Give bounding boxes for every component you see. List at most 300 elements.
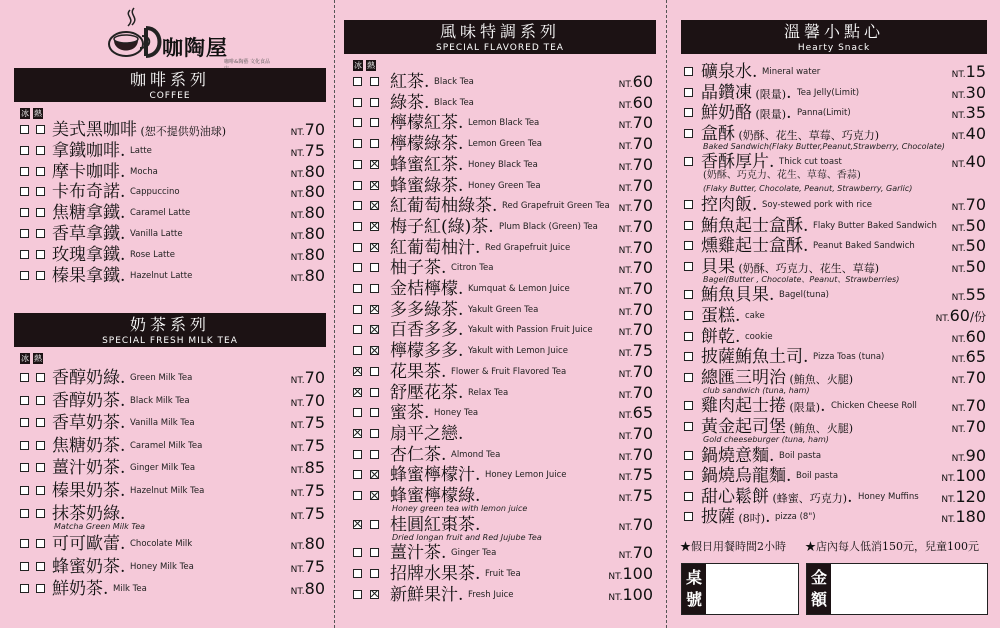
price-value: 60: [632, 72, 653, 91]
menu-item: [344, 238, 656, 258]
ice-checkbox[interactable]: [684, 129, 693, 138]
hot-checkbox[interactable]: [370, 305, 379, 314]
hot-checkbox[interactable]: [370, 470, 379, 479]
ice-checkbox[interactable]: [353, 181, 362, 190]
hot-checkbox[interactable]: [370, 450, 379, 459]
hot-checkbox[interactable]: [36, 229, 45, 238]
menu-item: [344, 362, 656, 382]
ice-checkbox[interactable]: [20, 486, 29, 495]
price-value: 70: [632, 382, 653, 402]
ice-checkbox[interactable]: [684, 373, 693, 382]
currency-label: NT.: [618, 80, 633, 90]
price-value: 50: [965, 236, 986, 256]
ice-checkbox[interactable]: [684, 200, 693, 209]
item-price: [291, 391, 325, 410]
menu-item: [14, 503, 326, 531]
table-number-box[interactable]: [681, 563, 799, 615]
item-name: 鮪魚起士盒酥.: [701, 215, 809, 236]
hot-checkbox[interactable]: [36, 418, 45, 427]
item-price: [291, 162, 325, 181]
hot-checkbox[interactable]: [370, 590, 379, 599]
hot-checkbox[interactable]: [370, 284, 379, 293]
ice-checkbox[interactable]: [20, 418, 29, 427]
ice-checkbox[interactable]: [684, 492, 693, 501]
menu-item: [344, 320, 656, 340]
currency-label: NT.: [951, 90, 966, 101]
item-name: 鍋燒烏龍麵.: [701, 466, 792, 487]
ice-checkbox[interactable]: [20, 509, 29, 518]
item-name-en: Lemon Green Tea: [468, 139, 543, 150]
currency-label: NT.: [951, 355, 966, 366]
item-note: (鮪魚、火腿): [786, 422, 854, 435]
ice-checkbox[interactable]: [684, 422, 693, 431]
item-name-en: club sandwich (tuna, ham): [703, 385, 810, 395]
currency-label: NT.: [618, 390, 633, 401]
currency-label: NT.: [618, 266, 633, 277]
item-name: 香醇奶茶.: [52, 390, 126, 411]
item-name-en: Vanilla Milk Tea: [130, 418, 195, 429]
item-price: [619, 543, 653, 562]
hot-checkbox[interactable]: [36, 509, 45, 518]
hot-checkbox[interactable]: [36, 486, 45, 495]
legend-hot: 熱: [34, 109, 42, 118]
menu-item: [681, 62, 987, 82]
price-value: 75: [632, 486, 653, 505]
price-value: 70: [632, 423, 653, 443]
item-price: [619, 362, 653, 381]
price-value: 35: [965, 103, 986, 123]
item-name-en: Soy-stewed pork with rice: [762, 200, 873, 210]
hot-checkbox[interactable]: [36, 187, 45, 196]
ice-checkbox[interactable]: [684, 241, 693, 250]
section-title: 咖啡系列: [129, 70, 210, 89]
ice-checkbox[interactable]: [353, 98, 362, 107]
ice-checkbox[interactable]: [353, 590, 362, 599]
price-value: 70: [632, 134, 653, 154]
price-value: 65: [965, 347, 986, 367]
item-name: 蜂蜜奶茶.: [52, 556, 126, 577]
currency-label: NT.: [290, 376, 305, 386]
menu-item: [681, 367, 987, 395]
price-value: 100: [622, 564, 653, 584]
section-subtitle: SPECIAL FLAVORED TEA: [436, 43, 564, 53]
item-name: 桂圓紅棗茶.: [390, 514, 481, 535]
menu-item: [14, 368, 326, 388]
item-name: 紅葡萄柚綠茶.: [390, 196, 498, 217]
hot-checkbox[interactable]: [36, 396, 45, 405]
item-name-en: Boil pasta: [779, 450, 822, 461]
currency-label: NT.: [290, 169, 305, 180]
currency-label: NT.: [290, 398, 305, 409]
menu-item: [14, 413, 326, 433]
ice-checkbox[interactable]: [353, 201, 362, 210]
ice-checkbox[interactable]: [353, 160, 362, 169]
currency-label: NT.: [618, 369, 633, 380]
ice-checkbox[interactable]: [684, 311, 693, 320]
ice-checkbox[interactable]: [353, 367, 362, 376]
hot-checkbox[interactable]: [370, 201, 379, 210]
item-name-en: Honey Milk Tea: [130, 561, 194, 572]
item-name: 檸檬紅茶.: [390, 113, 464, 134]
price-value: 70: [632, 299, 653, 319]
item-note: (恕不提供奶油球): [137, 125, 227, 138]
hot-checkbox[interactable]: [370, 388, 379, 397]
price-value: 70: [632, 154, 653, 174]
amount-box[interactable]: [806, 563, 988, 615]
ice-checkbox[interactable]: [20, 463, 29, 472]
item-name-en: Mocha: [130, 166, 158, 177]
hot-checkbox[interactable]: [370, 98, 379, 107]
item-price: [952, 257, 986, 276]
item-price: [952, 103, 986, 122]
menu-item: [681, 256, 987, 284]
currency-label: NT.: [618, 494, 633, 504]
hot-checkbox[interactable]: [370, 77, 379, 86]
price-value: 60: [965, 326, 986, 346]
item-name-en: Matcha Green Milk Tea: [54, 521, 146, 531]
currency-label: NT.: [941, 494, 956, 505]
ice-checkbox[interactable]: [353, 569, 362, 578]
hot-checkbox[interactable]: [36, 441, 45, 450]
item-name: 蜂蜜紅茶.: [390, 154, 464, 175]
item-name: 招牌水果茶.: [390, 564, 481, 585]
item-name-en: (Flaky Butter, Chocolate, Peanut, Strawberry, Garlic): [703, 184, 913, 194]
price-value: 60: [949, 306, 970, 325]
item-name: 舒壓花茶.: [390, 382, 464, 403]
ice-checkbox[interactable]: [20, 396, 29, 405]
item-name: 柚子茶.: [390, 258, 447, 279]
item-price: [291, 182, 325, 201]
section-header: [14, 313, 326, 347]
hot-checkbox[interactable]: [36, 463, 45, 472]
ice-checkbox[interactable]: [353, 429, 362, 438]
menu-item: [681, 195, 987, 215]
ice-checkbox[interactable]: [353, 408, 362, 417]
price-value: 75: [304, 481, 325, 500]
menu-item: [681, 446, 987, 466]
menu-item: [14, 557, 326, 577]
ice-checkbox[interactable]: [353, 118, 362, 127]
price-value: 65: [632, 403, 653, 423]
menu-item: [14, 141, 326, 161]
item-price: [941, 466, 986, 485]
price-value: 70: [304, 390, 325, 410]
price-value: 70: [965, 417, 986, 436]
item-price: [608, 564, 653, 583]
item-name: 焦糖拿鐵.: [52, 203, 126, 224]
ice-checkbox[interactable]: [20, 229, 29, 238]
ice-checkbox[interactable]: [684, 352, 693, 361]
currency-label: NT.: [951, 264, 966, 275]
ice-checkbox[interactable]: [20, 250, 29, 259]
menu-item: [344, 134, 656, 154]
item-name-en: Ginger Milk Tea: [130, 463, 196, 474]
currency-label: NT.: [618, 431, 633, 442]
item-price: [619, 465, 653, 484]
price-value: 70: [632, 543, 653, 563]
currency-label: NT.: [951, 334, 966, 345]
item-name: 紅茶.: [390, 72, 430, 92]
ice-checkbox[interactable]: [353, 243, 362, 252]
ice-checkbox[interactable]: [20, 208, 29, 217]
price-value: 80: [304, 579, 325, 599]
amount-label: 金額: [807, 564, 831, 614]
price-value: 50: [965, 215, 986, 235]
hot-checkbox[interactable]: [36, 250, 45, 259]
item-name: 披薩鮪魚土司.: [701, 347, 809, 368]
ice-checkbox[interactable]: [20, 271, 29, 280]
ice-checkbox[interactable]: [353, 139, 362, 148]
ice-checkbox[interactable]: [684, 290, 693, 299]
item-note: (蜂蜜、巧克力): [769, 491, 848, 505]
ice-checkbox[interactable]: [20, 373, 29, 382]
item-name-en: Red Grapefruit Green Tea: [502, 201, 610, 212]
menu-item: [681, 123, 987, 151]
item-price: [952, 83, 986, 102]
item-price: [952, 368, 986, 387]
price-value: 70: [965, 396, 986, 416]
currency-label: NT.: [290, 443, 305, 454]
hot-checkbox[interactable]: [36, 584, 45, 593]
item-name-en: cake: [745, 311, 765, 321]
hot-checkbox[interactable]: [36, 271, 45, 280]
ice-checkbox[interactable]: [353, 388, 362, 397]
item-name: 燻雞起士盒酥.: [701, 236, 809, 257]
ice-checkbox[interactable]: [20, 539, 29, 548]
currency-label: NT.: [618, 245, 633, 256]
item-price: [952, 62, 986, 81]
item-name: 金桔檸檬.: [390, 279, 464, 299]
item-price: [619, 113, 653, 132]
ice-checkbox[interactable]: [20, 187, 29, 196]
item-name-en: Gold cheeseburger (tuna, ham): [703, 435, 829, 444]
item-price: [619, 300, 653, 319]
ice-checkbox[interactable]: [20, 441, 29, 450]
hot-checkbox[interactable]: [370, 569, 379, 578]
hot-checkbox[interactable]: [370, 243, 379, 252]
item-price: [291, 368, 325, 387]
item-price: [941, 487, 986, 506]
hot-checkbox[interactable]: [36, 146, 45, 155]
hot-checkbox[interactable]: [370, 222, 379, 231]
price-value: 70: [632, 113, 653, 133]
currency-label: NT.: [290, 564, 305, 575]
price-value: 70: [632, 237, 653, 257]
currency-label: NT.: [290, 232, 305, 242]
hot-checkbox[interactable]: [370, 139, 379, 148]
item-price: [952, 285, 986, 304]
menu-column: [681, 0, 987, 628]
ice-checkbox[interactable]: [353, 325, 362, 334]
menu-item: [344, 543, 656, 563]
hot-checkbox[interactable]: [370, 118, 379, 127]
currency-label: NT.: [951, 223, 966, 234]
ice-checkbox[interactable]: [684, 88, 693, 97]
item-price: [291, 458, 325, 477]
ice-hot-legend: [20, 353, 43, 364]
currency-label: NT.: [951, 453, 966, 464]
ice-hot-legend: [353, 60, 376, 71]
section-subtitle: SPECIAL FRESH MILK TEA: [102, 336, 238, 346]
ice-checkbox[interactable]: [684, 401, 693, 410]
item-price: [619, 445, 653, 464]
item-name: 蜂蜜檸檬汁.: [390, 465, 481, 486]
hot-checkbox[interactable]: [370, 160, 379, 169]
item-name: 榛果拿鐵.: [52, 265, 126, 286]
item-name-en: Fruit Tea: [485, 569, 521, 580]
item-name-en: pizza (8"): [775, 512, 816, 523]
ice-checkbox[interactable]: [20, 167, 29, 176]
item-name: 礦泉水.: [701, 62, 758, 82]
ice-checkbox[interactable]: [353, 548, 362, 557]
legend-ice: 冰: [21, 354, 29, 363]
menu-item: [344, 300, 656, 320]
hot-checkbox[interactable]: [370, 367, 379, 376]
item-name-en: Cappuccino: [130, 187, 180, 198]
currency-label: NT.: [290, 190, 305, 201]
ice-checkbox[interactable]: [353, 284, 362, 293]
hot-checkbox[interactable]: [36, 539, 45, 548]
item-name: 香草奶茶.: [52, 413, 126, 434]
menu-item: [344, 486, 656, 513]
price-value: 80: [304, 203, 325, 223]
currency-label: NT.: [618, 121, 633, 132]
item-name-en: Plum Black (Green) Tea: [499, 221, 598, 232]
hot-checkbox[interactable]: [36, 373, 45, 382]
ice-checkbox[interactable]: [684, 512, 693, 521]
hot-checkbox[interactable]: [370, 181, 379, 190]
menu-item: [344, 72, 656, 92]
legend-ice: 冰: [354, 61, 362, 70]
ice-checkbox[interactable]: [353, 346, 362, 355]
item-price: [291, 224, 325, 243]
ice-checkbox[interactable]: [20, 584, 29, 593]
menu-item: [681, 216, 987, 236]
price-value: 80: [304, 182, 325, 202]
hot-checkbox[interactable]: [370, 346, 379, 355]
ice-checkbox[interactable]: [353, 470, 362, 479]
ice-checkbox[interactable]: [684, 332, 693, 341]
currency-label: NT.: [290, 542, 305, 553]
item-price: [291, 203, 325, 222]
hot-checkbox[interactable]: [36, 208, 45, 217]
item-name: 玫瑰拿鐵.: [52, 244, 126, 265]
hot-checkbox[interactable]: [370, 408, 379, 417]
item-price: [619, 238, 653, 257]
item-name: 可可歐蕾.: [52, 534, 126, 555]
footnote-minimum-charge: ★店內每人低消150元，兒童100元: [805, 540, 979, 553]
currency-label: NT.: [290, 273, 305, 284]
currency-label: NT.: [935, 314, 950, 324]
ice-checkbox[interactable]: [684, 221, 693, 230]
hot-checkbox[interactable]: [36, 562, 45, 571]
item-name-en: Dried longan fruit and Red Jujube Tea: [392, 532, 542, 542]
item-name-en: Rose Latte: [130, 249, 175, 260]
item-name-en: Peanut Baked Sandwich: [813, 241, 915, 252]
hot-checkbox[interactable]: [36, 125, 45, 134]
menu-item: [14, 224, 326, 244]
menu-item: [344, 113, 656, 133]
currency-label: NT.: [290, 511, 305, 522]
item-name: 蜜茶.: [390, 403, 430, 424]
price-value: 80: [304, 161, 325, 181]
price-value: 75: [632, 341, 653, 361]
ice-checkbox[interactable]: [353, 222, 362, 231]
item-price: [619, 217, 653, 236]
price-value: 80: [304, 244, 325, 264]
item-price: [952, 327, 986, 346]
menu-item: [681, 507, 987, 527]
hot-checkbox[interactable]: [370, 520, 379, 529]
item-name: 盒酥 (奶酥、花生、草莓、巧克力): [701, 123, 880, 144]
item-name-en: Almond Tea: [451, 449, 501, 460]
ice-checkbox[interactable]: [353, 450, 362, 459]
legend-hot: 熱: [34, 354, 42, 363]
price-value: 75: [304, 140, 325, 160]
menu-item: [14, 481, 326, 501]
menu-column: [344, 0, 656, 628]
ice-checkbox[interactable]: [353, 491, 362, 500]
hot-checkbox[interactable]: [370, 263, 379, 272]
item-price: [291, 557, 325, 576]
item-name: 百香多多.: [390, 320, 464, 341]
hot-checkbox[interactable]: [370, 325, 379, 334]
ice-checkbox[interactable]: [684, 108, 693, 117]
item-price: [952, 236, 986, 255]
ice-checkbox[interactable]: [684, 451, 693, 460]
item-name-en: Yakult Green Tea: [468, 304, 539, 315]
item-name-en: Green Milk Tea: [130, 373, 193, 383]
ice-checkbox[interactable]: [684, 471, 693, 480]
item-price: [619, 383, 653, 402]
menu-item: [14, 266, 326, 286]
item-name-en: Relax Tea: [468, 387, 509, 398]
ice-checkbox[interactable]: [353, 305, 362, 314]
ice-checkbox[interactable]: [20, 125, 29, 134]
price-value: 70: [632, 279, 653, 298]
hot-checkbox[interactable]: [36, 167, 45, 176]
menu-item: [14, 579, 326, 599]
price-value: 80: [304, 534, 325, 554]
currency-label: NT.: [941, 515, 956, 526]
price-value: 70: [304, 120, 325, 139]
price-value: 75: [304, 503, 325, 523]
currency-label: NT.: [951, 203, 966, 213]
price-value: 70: [632, 320, 653, 340]
menu-item: [14, 534, 326, 554]
ice-checkbox[interactable]: [684, 157, 693, 166]
ice-checkbox[interactable]: [353, 520, 362, 529]
item-name-en: Red Grapefruit Juice: [485, 242, 571, 253]
hot-checkbox[interactable]: [370, 491, 379, 500]
ice-checkbox[interactable]: [353, 77, 362, 86]
ice-checkbox[interactable]: [20, 562, 29, 571]
price-value: 100: [955, 466, 986, 486]
item-price: [952, 347, 986, 366]
menu-item: [681, 347, 987, 367]
hot-checkbox[interactable]: [370, 429, 379, 438]
ice-checkbox[interactable]: [684, 262, 693, 271]
item-name-en: Milk Tea: [113, 584, 147, 595]
ice-checkbox[interactable]: [353, 263, 362, 272]
hot-checkbox[interactable]: [370, 548, 379, 557]
menu-item: [344, 564, 656, 584]
currency-label: NT.: [618, 224, 633, 235]
item-price: [619, 134, 653, 153]
price-value: 30: [965, 82, 986, 102]
ice-checkbox[interactable]: [684, 67, 693, 76]
ice-checkbox[interactable]: [20, 146, 29, 155]
